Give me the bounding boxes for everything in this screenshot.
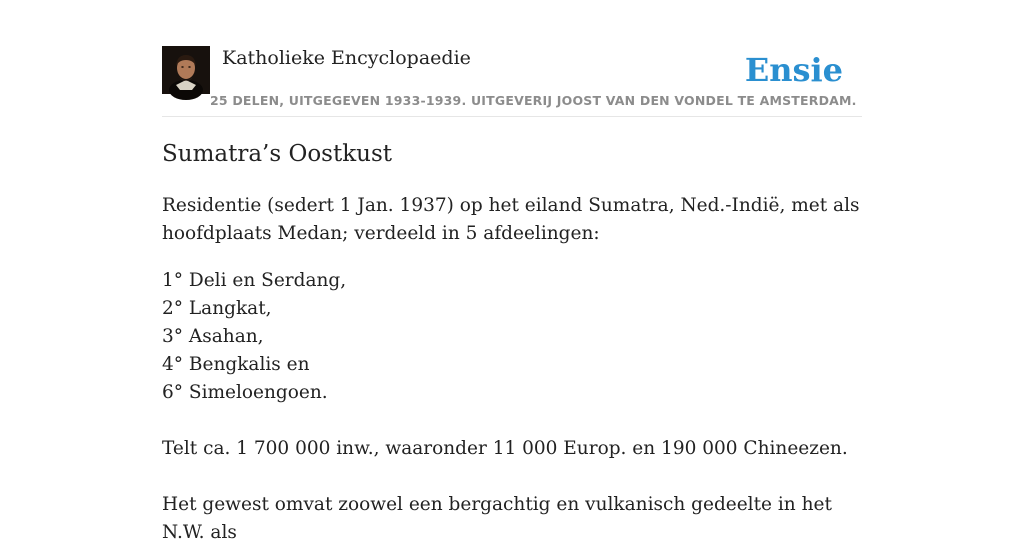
source-meta: 25 DELEN, UITGEGEVEN 1933-1939. UITGEVERIJ JOOST VAN DEN VONDEL TE AMSTERDAM.: [210, 93, 857, 108]
article-title: Sumatra’s Oostkust: [162, 141, 393, 167]
article: [162, 138, 862, 547]
source-title[interactable]: Katholieke Encyclopaedie: [222, 47, 471, 69]
list-item: 4° Bengkalis en: [162, 354, 310, 375]
portrait-icon: [162, 46, 210, 94]
list-item: 2° Langkat,: [162, 298, 272, 319]
article-continuation: Het gewest omvat zoowel een bergachtig en vulkanisch gedeelte in het N.W. als: [162, 494, 832, 543]
article-population: Telt ca. 1 700 000 inw., waaronder 11 000 Europ. en 190 000 Chineezen.: [162, 438, 848, 459]
source-header: [162, 46, 862, 117]
brand-logo-link[interactable]: Ensie: [744, 51, 843, 89]
list-item: 3° Asahan,: [162, 326, 264, 347]
list-item: 6° Simeloengoen.: [162, 382, 328, 403]
list-item: 1° Deli en Serdang,: [162, 270, 347, 291]
division-list: [162, 267, 862, 407]
portrait-avatar[interactable]: [162, 46, 210, 94]
article-intro: Residentie (sedert 1 Jan. 1937) op het eiland Sumatra, Ned.-Indië, met als hoofdplaats Medan; verdeeld in 5 afdeelingen:: [162, 195, 860, 244]
